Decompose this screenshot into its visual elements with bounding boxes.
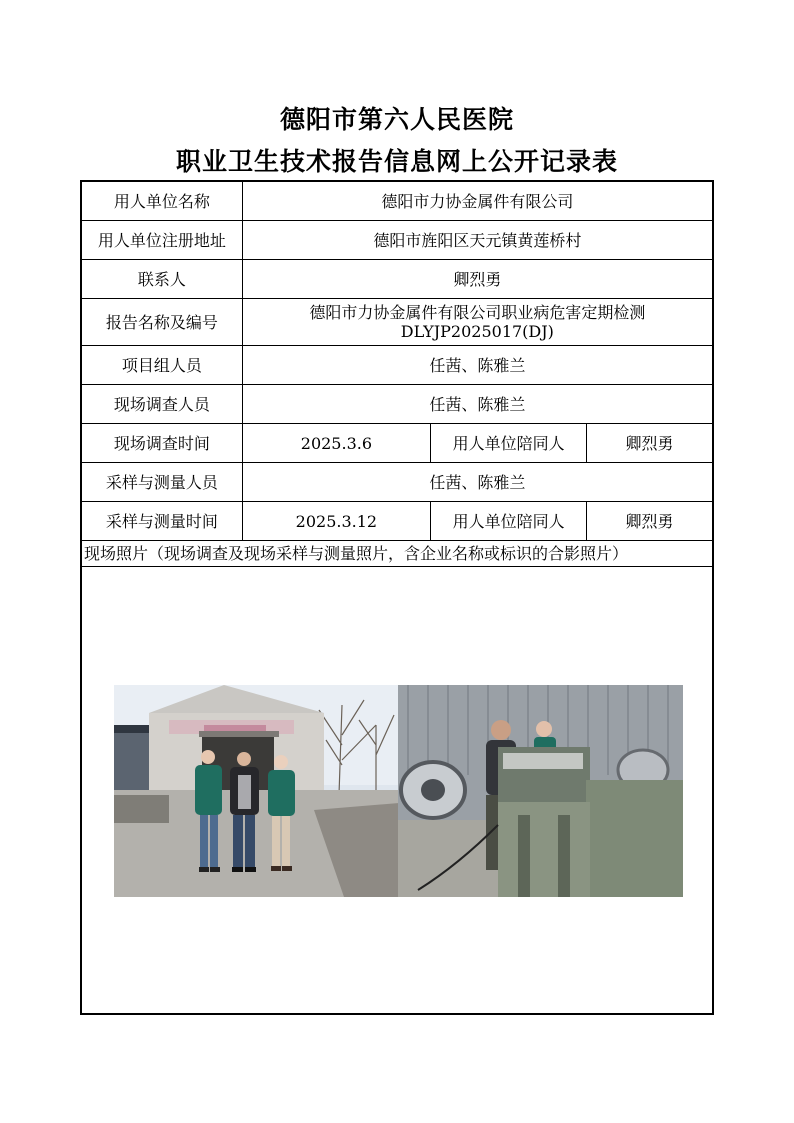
- photos-area: [81, 567, 713, 1015]
- table-row: [81, 385, 713, 424]
- value-survey-accompany: 卿烈勇: [587, 424, 713, 463]
- label-survey-staff: 现场调查人员: [81, 385, 242, 424]
- table-row: [81, 221, 713, 260]
- label-unit-address: 用人单位注册地址: [81, 221, 242, 260]
- table-row: [81, 567, 713, 1015]
- value-sampling-staff: 任茜、陈雅兰: [242, 463, 713, 502]
- document-title: 德阳市第六人民医院: [279, 105, 514, 134]
- value-sampling-accompany: 卿烈勇: [587, 502, 713, 541]
- label-report: 报告名称及编号: [81, 299, 242, 346]
- label-team: 项目组人员: [81, 346, 242, 385]
- label-sampling-time: 采样与测量时间: [81, 502, 242, 541]
- label-sampling-accompany: 用人单位陪同人: [431, 502, 587, 541]
- label-unit-name: 用人单位名称: [81, 181, 242, 221]
- value-team: 任茜、陈雅兰: [242, 346, 713, 385]
- value-sampling-time: 2025.3.12: [242, 502, 430, 541]
- document-subtitle: 职业卫生技术报告信息网上公开记录表: [175, 147, 618, 176]
- table-row: [81, 346, 713, 385]
- value-unit-name: 德阳市力协金属件有限公司: [242, 181, 713, 221]
- table-row: [81, 502, 713, 541]
- table-row: [81, 463, 713, 502]
- record-table: [80, 180, 714, 1015]
- value-report: [242, 299, 713, 346]
- label-survey-time: 现场调查时间: [81, 424, 242, 463]
- value-unit-address: 德阳市旌阳区天元镇黄莲桥村: [242, 221, 713, 260]
- table-row: [81, 299, 713, 346]
- report-name: 德阳市力协金属件有限公司职业病危害定期检测: [309, 303, 646, 322]
- value-survey-time: 2025.3.6: [242, 424, 430, 463]
- value-survey-staff: 任茜、陈雅兰: [242, 385, 713, 424]
- label-survey-accompany: 用人单位陪同人: [431, 424, 587, 463]
- table-row: [81, 541, 713, 567]
- photos-heading: 现场照片（现场调查及现场采样与测量照片，含企业名称或标识的合影照片）: [81, 541, 713, 567]
- site-machine-photo: [398, 685, 683, 897]
- table-row: [81, 181, 713, 221]
- table-row: [81, 424, 713, 463]
- label-sampling-staff: 采样与测量人员: [81, 463, 242, 502]
- value-contact: 卿烈勇: [242, 260, 713, 299]
- site-group-photo: [114, 685, 399, 897]
- label-contact: 联系人: [81, 260, 242, 299]
- report-number: DLYJP2025017(DJ): [400, 322, 554, 341]
- table-row: [81, 260, 713, 299]
